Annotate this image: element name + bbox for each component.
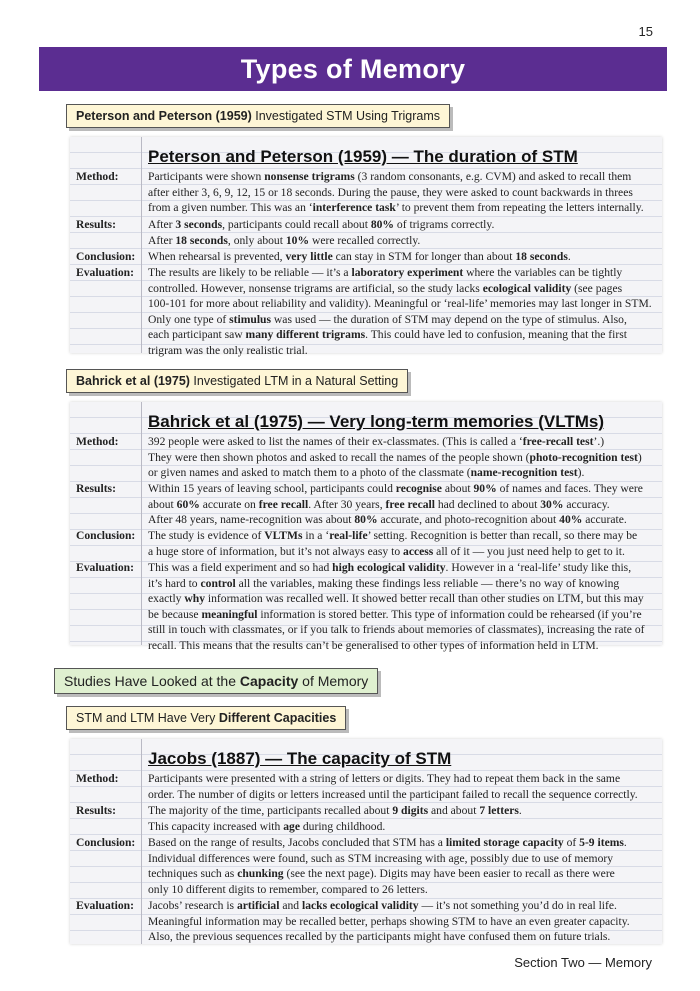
text-segment: This was a field experiment and so had [148, 561, 333, 574]
text-line [148, 898, 658, 914]
text-segment: . [567, 250, 571, 263]
text-segment: Individual differences were found, such as STM increasing with age, possibly due to use of memory [148, 851, 614, 865]
text-segment: This capacity increased with [148, 819, 284, 833]
text-line [148, 576, 658, 592]
text-segment: a huge store of information, but it’s not always easy to [148, 544, 404, 558]
text-segment: , participants could recall about [222, 218, 371, 231]
text-segment: recall. This means that the results can’t be generalised to other types of information held in LTM. [148, 638, 599, 652]
text-segment: be because [148, 607, 202, 621]
bold-term: free-recall test [522, 435, 594, 448]
text-line [148, 882, 658, 898]
bold-term: VLTMs [264, 529, 303, 542]
heading-bold: Capacity [239, 673, 299, 689]
bold-term: 80% [370, 218, 395, 231]
results-label: Results: [76, 218, 116, 231]
text-segment: Based on the range of results, Jacobs concluded that STM has a [148, 836, 446, 849]
study-card-bahrick [70, 402, 662, 652]
text-segment: , only about [227, 233, 286, 247]
method-text [148, 771, 658, 802]
text-segment: . [623, 836, 627, 849]
results-text [148, 481, 658, 528]
page-title: Types of Memory [240, 53, 466, 84]
bold-term: recognise [395, 482, 442, 495]
text-line [148, 200, 658, 216]
text-segment: After [148, 233, 176, 247]
heading-rest: Investigated LTM in a Natural Setting [189, 374, 399, 388]
bold-term: meaningful [201, 607, 258, 621]
text-line [148, 450, 658, 466]
text-line [148, 296, 658, 312]
bold-term: limited storage capacity [445, 836, 564, 849]
text-segment: They were then shown photos and asked to recall the names of the people shown ( [148, 450, 530, 464]
subsection-heading-capacities [66, 706, 346, 730]
text-segment: (3 random consonants, e.g. CVM) and asked to recall them [354, 170, 632, 183]
section-heading-peterson [66, 104, 450, 128]
conclusion-text [148, 528, 658, 559]
bold-term: ecological validity [482, 281, 572, 295]
text-segment: ) [637, 450, 642, 464]
text-line [148, 929, 658, 945]
study-card-jacobs [70, 739, 662, 944]
evaluation-label: Evaluation: [76, 266, 134, 279]
text-segment: controlled. However, nonsense trigrams are artificial, so the study lacks [148, 281, 483, 295]
bold-term: 60% [176, 497, 200, 511]
bold-term: 10% [285, 233, 310, 247]
bold-term: real-life [329, 529, 368, 542]
bold-term: lacks ecological validity [302, 899, 419, 912]
text-segment: Meaningful information may be recalled better, perhaps showing STM to have an even greater capacity. [148, 914, 630, 928]
text-line [148, 528, 658, 544]
bold-term: stimulus [229, 312, 272, 326]
text-line [148, 607, 658, 623]
heading-pre: STM and LTM Have Very [76, 711, 219, 725]
heading-bold: Different Capacities [218, 711, 337, 725]
bold-term: very little [285, 250, 333, 263]
bold-term: 80% [354, 513, 378, 526]
text-line [148, 465, 658, 481]
section-heading-capacity [54, 668, 378, 694]
results-label: Results: [76, 482, 116, 495]
text-segment: after either 3, 6, 9, 12, 15 or 18 seconds. During the pause, they were asked to count backwards in threes [148, 185, 633, 199]
bold-term: 7 letters [479, 804, 519, 817]
text-line [148, 481, 658, 497]
bold-term: 40% [559, 513, 583, 526]
heading-bold: Bahrick et al (1975) [76, 374, 190, 388]
bold-term: 3 seconds [175, 218, 223, 231]
text-line [148, 866, 658, 882]
text-segment: in a ‘ [302, 529, 330, 542]
text-segment: or given names and asked to match them to a photo of the classmate ( [148, 466, 471, 479]
text-segment: ). [577, 466, 585, 479]
heading-bold: Peterson and Peterson (1959) [76, 109, 252, 123]
bold-term: age [283, 819, 300, 833]
text-segment: had declined to about [434, 497, 541, 511]
bold-term: high ecological validity [332, 561, 446, 574]
text-line [148, 249, 658, 265]
study-title: Bahrick et al (1975) — Very long-term memories (VLTMs) [148, 412, 604, 431]
text-segment: (see pages [571, 281, 623, 295]
text-segment: was used — the duration of STM may depend on the type of stimulus. Also, [271, 312, 627, 326]
bold-term: artificial [236, 899, 280, 912]
text-segment: where the variables can be tightly [463, 266, 623, 279]
text-line [148, 771, 658, 787]
heading-rest: of Memory [298, 673, 369, 689]
section-heading-bahrick [66, 369, 408, 393]
text-segment: accuracy. [563, 497, 610, 511]
results-text [148, 803, 658, 834]
conclusion-label: Conclusion: [76, 250, 136, 263]
text-line [148, 544, 658, 560]
title-banner [39, 47, 667, 91]
text-segment: and about [428, 804, 480, 817]
text-segment: After [148, 218, 176, 231]
text-segment: The study is evidence of [148, 529, 265, 542]
text-segment: during childhood. [299, 819, 386, 833]
study-card-peterson [70, 137, 662, 357]
text-segment: trigram was the only realistic trial. [148, 343, 308, 357]
evaluation-text [148, 265, 658, 358]
text-line [148, 217, 658, 233]
method-label: Method: [76, 435, 119, 448]
evaluation-label: Evaluation: [76, 561, 134, 574]
text-segment: ’.) [593, 435, 605, 448]
text-segment: of names and faces. They were [496, 482, 643, 495]
text-line [148, 819, 658, 835]
text-segment: each participant saw [148, 328, 246, 341]
text-segment: . After 30 years, [308, 497, 386, 511]
text-segment: Within 15 years of leaving school, participants could [148, 482, 396, 495]
text-line [148, 327, 658, 343]
text-segment: exactly [148, 592, 185, 605]
bold-term: laboratory experiment [351, 266, 464, 279]
conclusion-text [148, 835, 658, 897]
text-line [148, 638, 658, 654]
text-segment: information was recalled well. It showed better recall than other studies on LTM, but this may [205, 592, 644, 605]
text-line [148, 312, 658, 328]
text-line [148, 787, 658, 803]
text-line [148, 835, 658, 851]
text-segment: of trigrams correctly. [394, 218, 495, 231]
text-segment: from a given number. This was an ‘ [148, 201, 313, 214]
text-segment: The results are likely to be reliable — it’s a [148, 266, 352, 279]
results-text [148, 217, 658, 248]
text-line [148, 343, 658, 359]
text-segment: When rehearsal is prevented, [148, 250, 286, 263]
text-segment: Participants were presented with a string of letters or digits. They had to repeat them back in the same [148, 772, 621, 785]
bold-term: nonsense trigrams [264, 170, 355, 183]
text-segment: and [279, 899, 302, 912]
text-segment: ’ setting. Recognition is better than recall, so there may be [367, 529, 638, 542]
text-segment: . This could have led to confusion, meaning that the first [365, 328, 627, 341]
text-segment: 392 people were asked to list the names of their ex-classmates. (This is called a ‘ [148, 435, 523, 448]
text-segment: it’s hard to [148, 576, 201, 590]
text-segment: still in touch with classmates, or if you talk to friends about memories of classmates), increasing the rate of [148, 623, 645, 636]
method-label: Method: [76, 772, 119, 785]
text-segment: accurate. [582, 513, 627, 526]
text-segment: 100-101 for more about reliability and validity). Meaningful or ‘real-life’ memories may last longer in STM. [148, 297, 652, 310]
text-line [148, 497, 658, 513]
text-line [148, 233, 658, 249]
study-title: Peterson and Peterson (1959) — The duration of STM [148, 147, 578, 166]
bold-term: 9 digits [392, 804, 429, 817]
method-text [148, 169, 658, 216]
text-segment: information is stored better. This type of information could be rehearsed (if you’re [257, 607, 642, 621]
text-segment: techniques such as [148, 867, 238, 880]
text-segment: only 10 different digits to remember, compared to 26 letters. [148, 882, 428, 896]
text-line [148, 434, 658, 450]
bold-term: access [403, 544, 434, 558]
bold-term: photo-recognition test [529, 450, 638, 464]
page-number: 15 [638, 24, 653, 39]
results-label: Results: [76, 804, 116, 817]
bold-term: interference task [312, 201, 396, 214]
text-segment: Also, the previous sequences recalled by the participants might have confused them on future trials. [148, 930, 611, 943]
evaluation-label: Evaluation: [76, 899, 134, 912]
text-line [148, 591, 658, 607]
footer-section-label: Section Two — Memory [514, 955, 652, 970]
text-segment: The majority of the time, participants recalled about [148, 804, 393, 817]
text-segment: were recalled correctly. [309, 233, 421, 247]
text-line [148, 622, 658, 638]
text-line [148, 803, 658, 819]
bold-term: 18 seconds [175, 233, 228, 247]
bold-term: control [200, 576, 236, 590]
bold-term: 5-9 items [579, 836, 624, 849]
conclusion-text [148, 249, 658, 265]
text-segment: (see the next page). Digits may have been easier to recall as there were [283, 867, 615, 880]
text-segment: — it’s not something you’d do in real life. [418, 899, 617, 912]
text-line [148, 512, 658, 528]
bold-term: why [184, 592, 205, 605]
text-segment: all of it — you just need help to get to it. [433, 544, 625, 558]
evaluation-text [148, 560, 658, 653]
text-segment: of [563, 836, 580, 849]
text-line [148, 169, 658, 185]
text-line [148, 185, 658, 201]
text-segment: all the variables, making these findings less reliable — there’s no way of knowing [235, 576, 620, 590]
bold-term: 18 seconds [515, 250, 568, 263]
text-line [148, 281, 658, 297]
text-segment: Only one type of [148, 312, 230, 326]
text-line [148, 560, 658, 576]
text-segment: . However in a ‘real-life’ study like this, [445, 561, 632, 574]
heading-pre: Studies Have Looked at the [64, 673, 240, 689]
text-segment: After 48 years, name-recognition was about [148, 513, 355, 526]
bold-term: many different trigrams [245, 328, 366, 341]
bold-term: 30% [540, 497, 564, 511]
text-segment: order. The number of digits or letters increased until the participant failed to recall the sequence correctly. [148, 787, 638, 801]
bold-term: free recall [258, 497, 309, 511]
bold-term: chunking [237, 867, 284, 880]
bold-term: free recall [385, 497, 435, 511]
text-segment: Participants were shown [148, 170, 265, 183]
bold-term: 90% [473, 482, 497, 495]
text-line [148, 265, 658, 281]
method-text [148, 434, 658, 481]
text-segment: accurate, and photo-recognition about [377, 513, 560, 526]
text-line [148, 851, 658, 867]
study-title: Jacobs (1887) — The capacity of STM [148, 749, 452, 768]
heading-rest: Investigated STM Using Trigrams [251, 109, 441, 123]
evaluation-text [148, 898, 658, 945]
bold-term: name-recognition test [470, 466, 578, 479]
text-segment: . [518, 804, 522, 817]
text-segment: accurate on [199, 497, 259, 511]
text-segment: can stay in STM for longer than about [332, 250, 516, 263]
method-label: Method: [76, 170, 119, 183]
text-segment: about [148, 497, 177, 511]
text-segment: Jacobs’ research is [148, 899, 237, 912]
conclusion-label: Conclusion: [76, 529, 136, 542]
text-segment: ’ to prevent them from repeating the letters internally. [395, 201, 644, 214]
conclusion-label: Conclusion: [76, 836, 136, 849]
text-segment: about [441, 482, 474, 495]
text-line [148, 914, 658, 930]
